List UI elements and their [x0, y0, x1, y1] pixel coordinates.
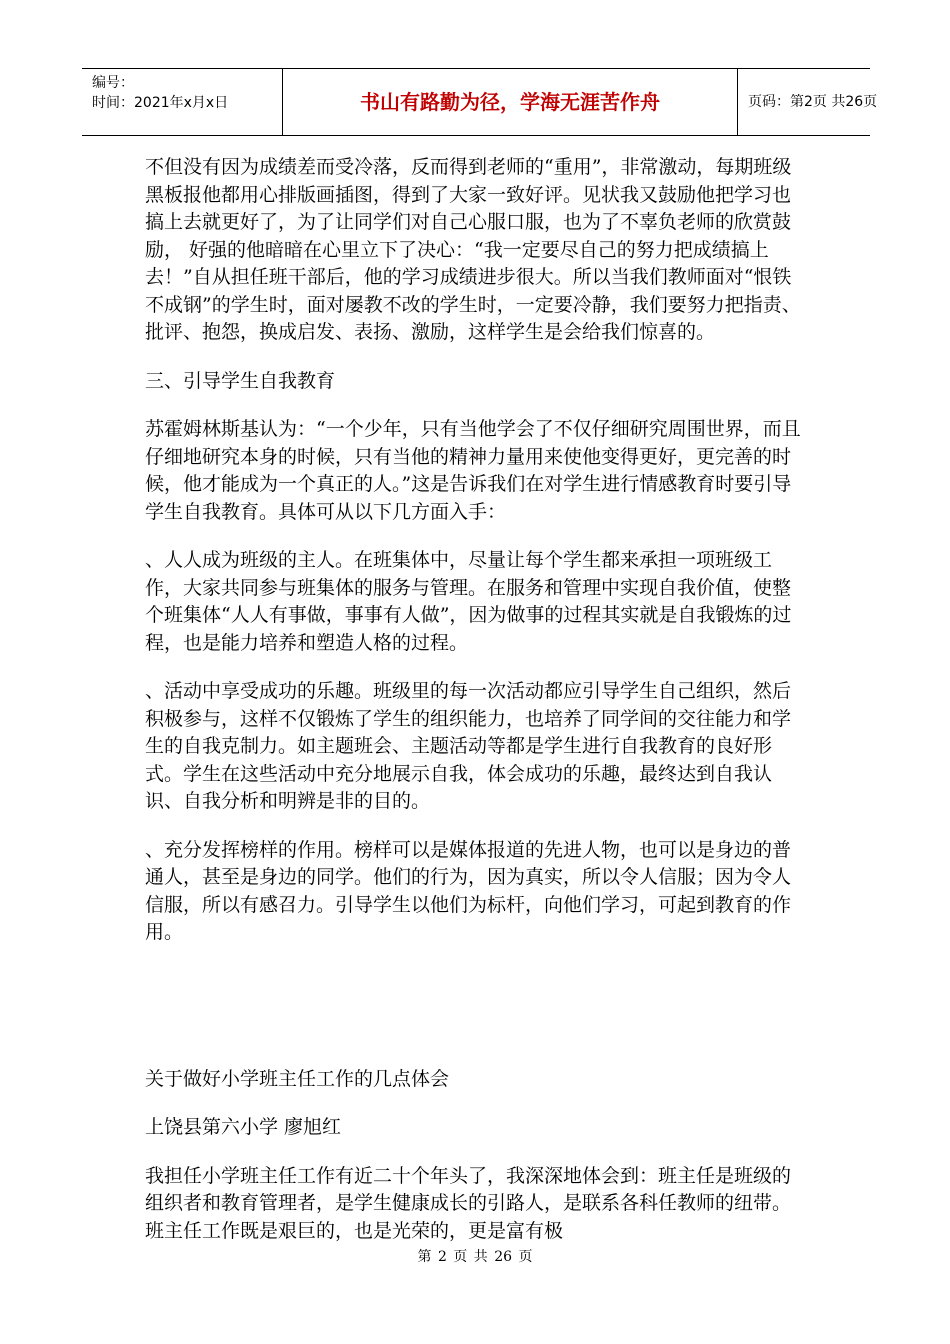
document-number-label: 编号： [92, 75, 134, 91]
header-page-info: 页码：第2页 共26页 [748, 94, 878, 110]
document-header [82, 68, 878, 136]
body-paragraph: 苏霍姆林斯基认为：“一个少年，只有当他学会了不仅仔细研究周围世界，而且仔细地研究本身的时候，只有当他的精神力量用来使他变得更好，更完善的时候，他才能成为一个真正的人。”这是告诉我们在对学生进行情感教育时要引导学生自我教育。具体可从以下几方面入手： [145, 418, 801, 523]
header-motto: 书山有路勤为径，学海无涯苦作舟 [282, 69, 738, 135]
body-paragraph: 、人人成为班级的主人。在班集体中，尽量让每个学生都来承担一项班级工作，大家共同参与班集体的服务与管理。在服务和管理中实现自我价值，使整个班集体“人人有事做，事事有人做”，因为做事的过程其实就是自我锻炼的过程，也是能力培养和塑造人格的过程。 [145, 549, 792, 654]
article-intro: 我担任小学班主任工作有近二十个年头了，我深深地体会到：班主任是班级的组织者和教育管理者，是学生健康成长的引路人，是联系各科任教师的纽带。班主任工作既是艰巨的，也是光荣的，更是富有极 [145, 1164, 792, 1242]
body-paragraph: 不但没有因为成绩差而受冷落，反而得到老师的“重用”，非常激动，每期班级黑板报他都用心排版画插图，得到了大家一致好评。见状我又鼓励他把学习也搞上去就更好了，为了让同学们对自己心服口服，也为了不辜负老师的欣赏鼓励， 好强的他暗暗在心里立下了决心：“我一定要尽自己的努力把成绩搞上去！”自从担任班干部后，他的学习成绩进步很大。所以当我们教师面对“恨铁不成钢”的学生时，面对屡教不改的学生时，一定要冷静，我们要努力把指责、批评、抱怨，换成启发、表扬、激励，这样学生是会给我们惊喜的。 [145, 156, 801, 343]
body-paragraph: 、充分发挥榜样的作用。榜样可以是媒体报道的先进人物，也可以是身边的普通人，甚至是身边的同学。他们的行为，因为真实，所以令人信服；因为令人信服，所以有感召力。引导学生以他们为标杆，向他们学习，可起到教育的作用。 [145, 838, 792, 943]
document-body [145, 154, 805, 1266]
article-author: 上饶县第六小学 廖旭红 [145, 1116, 342, 1138]
document-date-label: 时间：2021年x月x日 [92, 95, 229, 111]
body-paragraph: 、活动中享受成功的乐趣。班级里的每一次活动都应引导学生自己组织，然后积极参与，这样不仅锻炼了学生的组织能力，也培养了同学间的交往能力和学生的自我克制力。如主题班会、主题活动等都是学生进行自我教育的良好形式。学生在这些活动中充分地展示自我，体会成功的乐趣，最终达到自我认识、自我分析和明辨是非的目的。 [145, 680, 792, 812]
page-footer: 第 2 页 共 26 页 [417, 1249, 533, 1265]
header-meta [82, 69, 282, 135]
article-title: 关于做好小学班主任工作的几点体会 [145, 1067, 450, 1090]
section-heading: 三、引导学生自我教育 [145, 369, 336, 392]
